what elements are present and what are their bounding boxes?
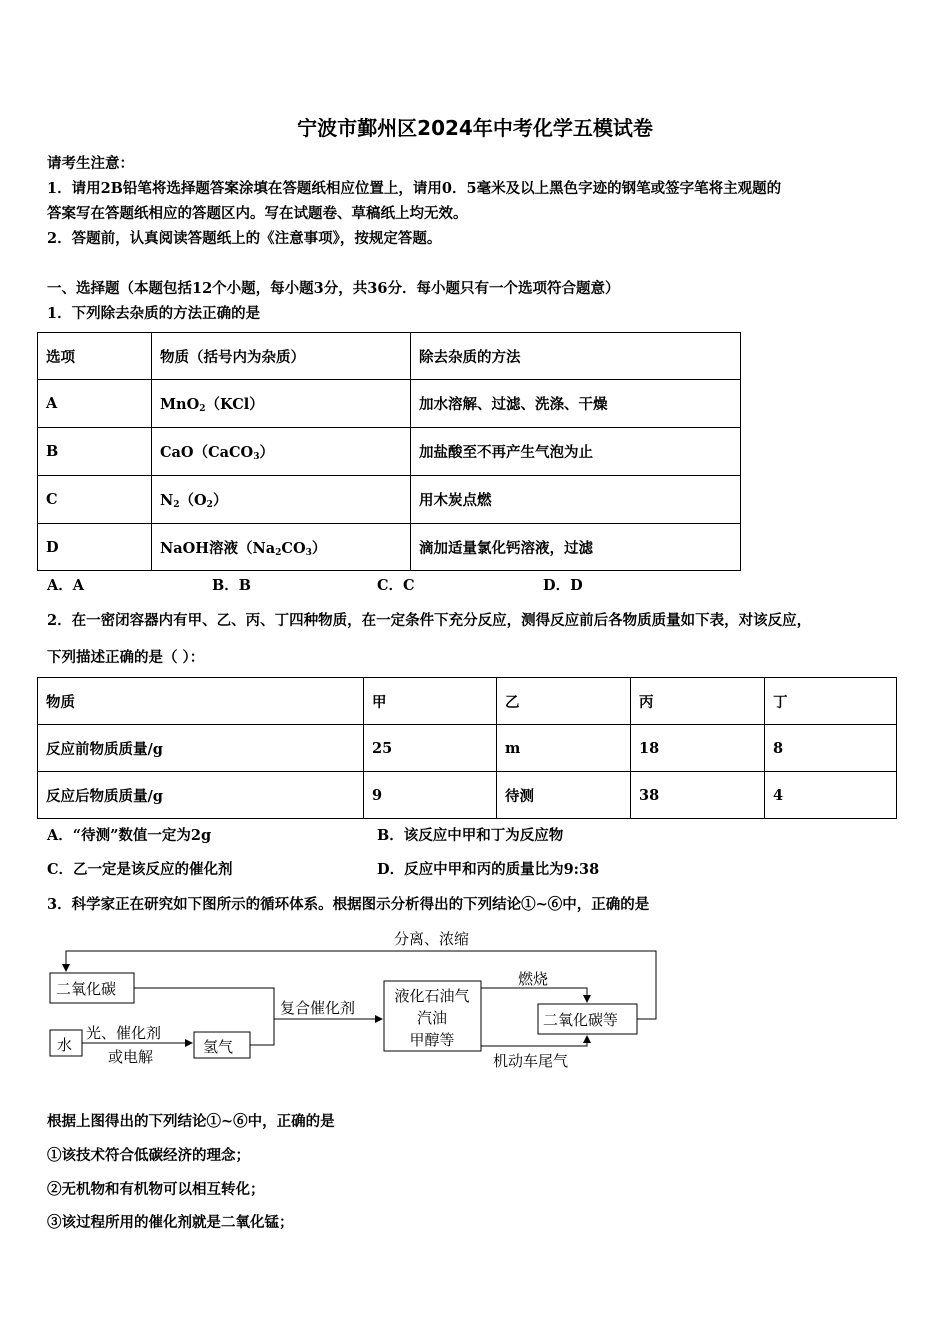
question-1-stem: 1．下列除去杂质的方法正确的是 (47, 305, 261, 322)
table-row (38, 524, 741, 571)
substance-cell: CaO（CaCO$_3$） (152, 428, 411, 476)
table-row (38, 428, 741, 476)
table-cell: 4 (765, 772, 897, 819)
label-hydrogen: 氢气 (203, 1038, 234, 1056)
label-catalyst-1: 光、催化剂 (86, 1024, 162, 1042)
label-exhaust: 机动车尾气 (493, 1052, 569, 1070)
method-cell: 滴加适量氯化钙溶液，过滤 (411, 524, 741, 571)
table-header-row (38, 678, 897, 725)
table-cell: 反应后物质质量/g (38, 772, 364, 819)
page-title: 宁波市鄞州区2024年中考化学五模试卷 (297, 116, 653, 140)
table-header-cell: 物质 (38, 678, 364, 725)
label-burn: 燃烧 (518, 970, 549, 988)
conclusion-item: ③该过程所用的催化剂就是二氧化锰； (47, 1214, 294, 1231)
question-3-conclusion-intro: 根据上图得出的下列结论①~⑥中，正确的是 (47, 1113, 335, 1130)
q2-option-c: C．乙一定是该反应的催化剂 (47, 861, 233, 878)
substance-cell: $N_2(O_2)$ (152, 476, 411, 524)
q1-option-b: B．B (212, 577, 252, 594)
substance-cell: MnO$_2$（KCl） (152, 380, 411, 428)
table-cell: 待测 (497, 772, 631, 819)
table-row (38, 725, 897, 772)
table-row (38, 476, 741, 524)
question-2-table (37, 677, 897, 819)
label-composite: 复合催化剂 (280, 999, 356, 1017)
method-cell: 加盐酸至不再产生气泡为止 (411, 428, 741, 476)
table-cell: 反应前物质质量/g (38, 725, 364, 772)
q2-option-d: D．反应中甲和丙的质量比为9:38 (377, 861, 600, 878)
table-header-row (38, 333, 741, 380)
cycle-diagram (0, 920, 700, 1080)
notice-item-1-line-2: 答案写在答题纸相应的答题区内。写在试题卷、草稿纸上均无效。 (47, 205, 468, 222)
label-catalyst-2: 或电解 (108, 1048, 154, 1066)
table-row (38, 380, 741, 428)
conclusion-item: ②无机物和有机物可以相互转化； (47, 1181, 265, 1198)
table-header-cell: 丁 (765, 678, 897, 725)
conclusion-item: ①该技术符合低碳经济的理念； (47, 1147, 250, 1164)
table-header-cell: 选项 (38, 333, 152, 380)
table-header-cell: 除去杂质的方法 (411, 333, 741, 380)
question-2-stem-line-1: 2．在一密闭容器内有甲、乙、丙、丁四种物质，在一定条件下充分反应，测得反应前后各物质质量如下表，对该反应， (47, 612, 812, 629)
option-cell: B (38, 428, 152, 476)
option-cell: C (38, 476, 152, 524)
table-cell: 25 (364, 725, 497, 772)
table-header-cell: 物质（括号内为杂质） (152, 333, 411, 380)
q1-option-a: A．A (47, 577, 85, 594)
label-product-1: 液化石油气 (394, 987, 470, 1005)
notice-heading: 请考生注意： (47, 155, 134, 172)
option-cell: A (38, 380, 152, 428)
substance-cell: NaOH溶液$(Na_2CO_3)$ (152, 524, 411, 571)
option-cell: D (38, 524, 152, 571)
label-product-3: 甲醇等 (409, 1031, 455, 1049)
section-1-heading: 一、选择题（本题包括12个小题，每小题3分，共36分．每小题只有一个选项符合题意） (47, 280, 620, 297)
table-cell: 9 (364, 772, 497, 819)
q1-option-d: D．D (543, 577, 583, 594)
label-water: 水 (57, 1036, 73, 1054)
table-header-cell: 丙 (631, 678, 765, 725)
table-row (38, 772, 897, 819)
table-cell: m (497, 725, 631, 772)
label-co2-etc: 二氧化碳等 (543, 1011, 619, 1029)
table-header-cell: 乙 (497, 678, 631, 725)
label-product-2: 汽油 (416, 1009, 448, 1027)
table-cell: 38 (631, 772, 765, 819)
method-cell: 用木炭点燃 (411, 476, 741, 524)
table-cell: 18 (631, 725, 765, 772)
table-header-cell: 甲 (364, 678, 497, 725)
q1-option-c: C．C (377, 577, 415, 594)
notice-item-2: 2．答题前，认真阅读答题纸上的《注意事项》，按规定答题。 (47, 230, 442, 247)
label-separate: 分离、浓缩 (394, 930, 470, 948)
question-2-stem-line-2: 下列描述正确的是（ ）： (47, 649, 205, 666)
question-3-stem: 3．科学家正在研究如下图所示的循环体系。根据图示分析得出的下列结论①~⑥中，正确的是 (47, 896, 650, 913)
method-cell: 加水溶解、过滤、洗涤、干燥 (411, 380, 741, 428)
table-cell: 8 (765, 725, 897, 772)
question-1-table (37, 332, 741, 571)
q2-option-a: A．“待测”数值一定为2g (47, 827, 212, 844)
label-co2: 二氧化碳 (56, 980, 117, 998)
q2-option-b: B．该反应中甲和丁为反应物 (377, 827, 564, 844)
notice-item-1-line-1: 1．请用2B铅笔将选择题答案涂填在答题纸相应位置上，请用0．5毫米及以上黑色字迹的钢笔或签字笔将主观题的 (47, 180, 782, 197)
